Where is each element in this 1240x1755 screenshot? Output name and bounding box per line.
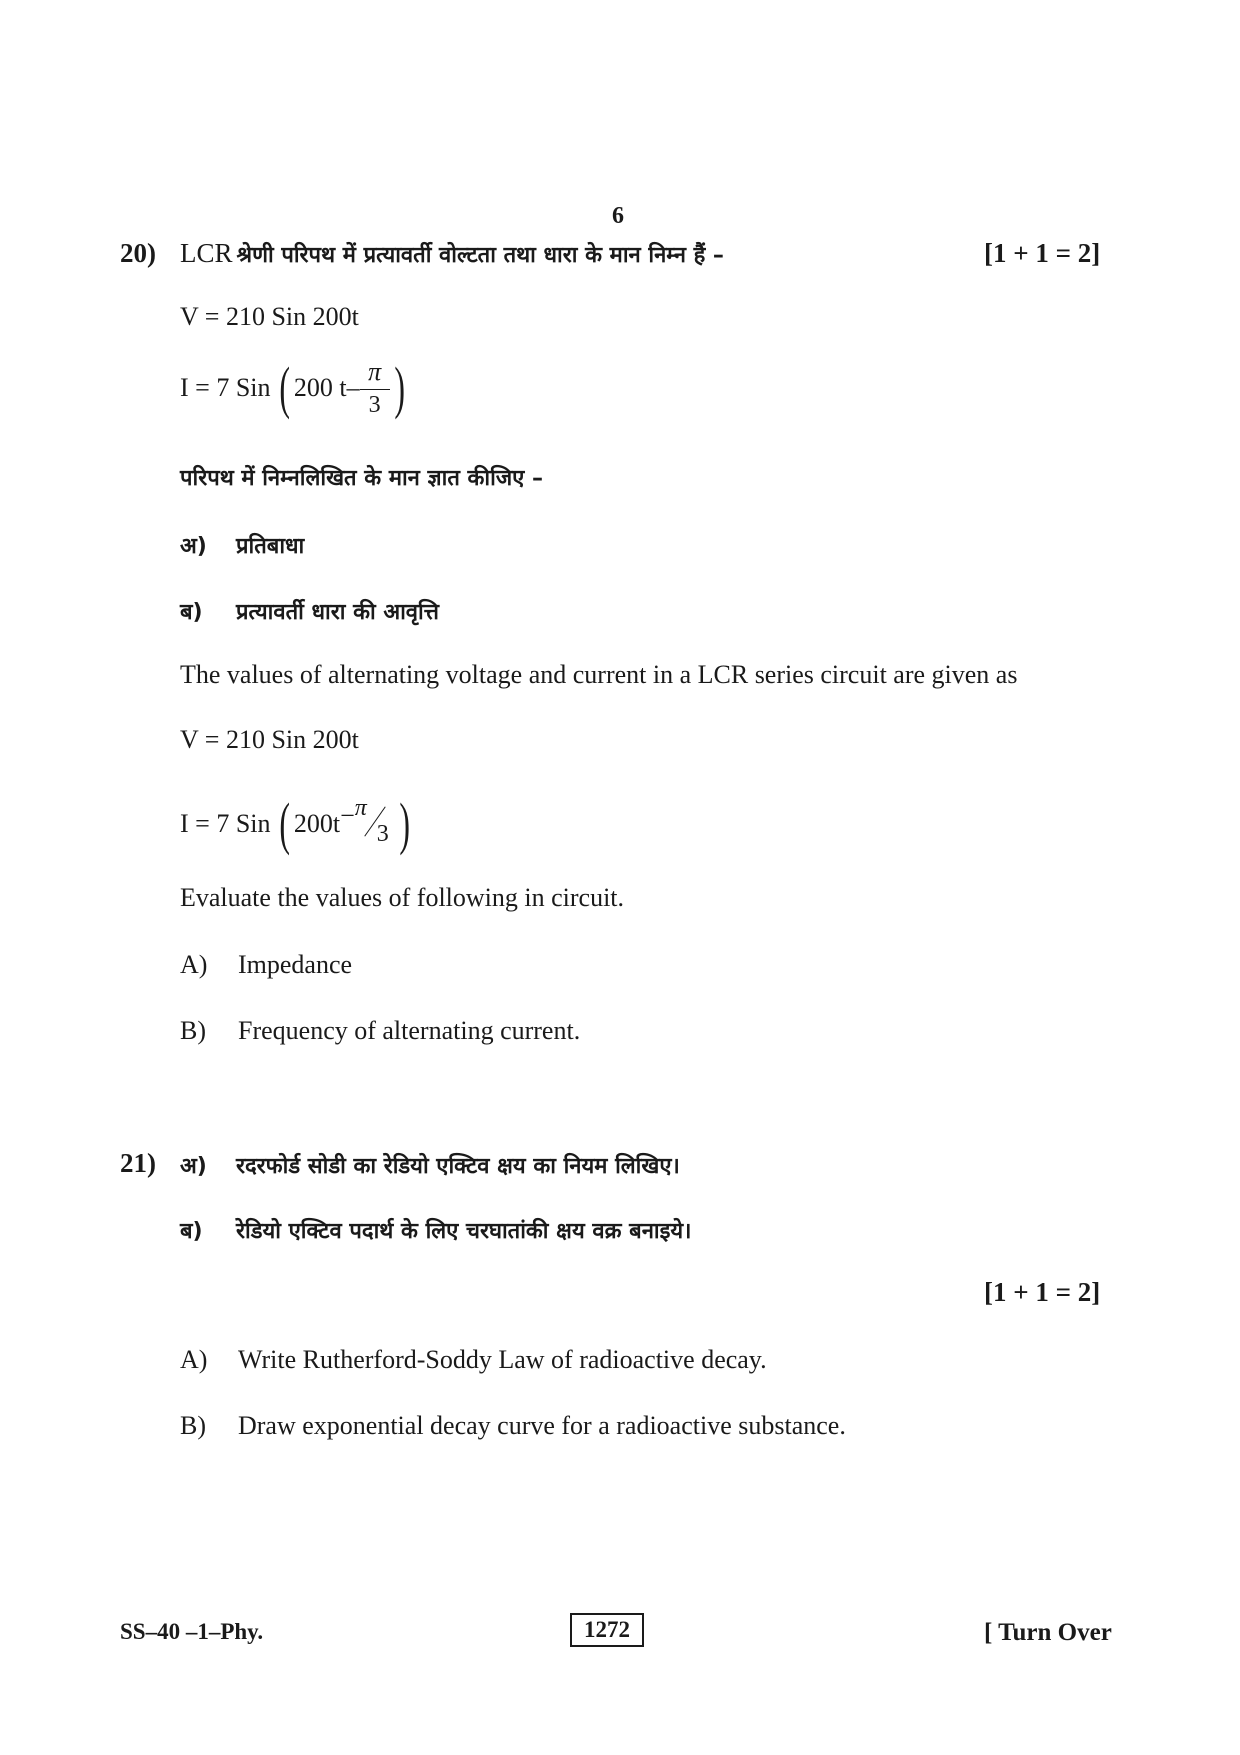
hindi-option-a-label: अ) — [180, 534, 207, 559]
left-paren-en: ( — [278, 791, 290, 856]
question-21-marks: [1 + 1 = 2] — [984, 1277, 1101, 1307]
english-ask: Evaluate the values of following in circuit. — [180, 883, 625, 912]
eq-current-en-prefix: I = 7 Sin — [180, 809, 271, 838]
pi-over-3-fraction — [360, 358, 390, 418]
q21-english-b-label: B) — [180, 1411, 206, 1440]
slash-denominator: 3 — [376, 821, 389, 847]
q21-english-b-text: Draw exponential decay curve for a radioactive substance. — [238, 1411, 846, 1440]
hindi-option-b-text: प्रत्यावर्ती धारा की आवृत्ति — [236, 600, 439, 625]
hindi-option-b-label: ब) — [180, 600, 203, 625]
eq-current-en-inner: 200t — [293, 809, 341, 838]
eq-current-en-minus: − — [340, 801, 355, 830]
q21-hindi-a-label: अ) — [180, 1154, 207, 1179]
turn-over: [ Turn Over — [984, 1619, 1112, 1646]
fraction-numerator: π — [368, 357, 382, 386]
equation-current-en — [180, 791, 414, 856]
fraction-denominator: 3 — [368, 391, 381, 418]
paper-code: SS–40 –1–Phy. — [120, 1619, 264, 1644]
lcr-label: LCR — [180, 238, 233, 268]
question-20-number: 20) — [120, 238, 156, 268]
hindi-intro-text: श्रेणी परिपथ में प्रत्यावर्ती वोल्टता तथा धारा के मान निम्न हैं – — [236, 243, 724, 268]
english-option-b-text: Frequency of alternating current. — [238, 1016, 581, 1045]
hindi-ask: परिपथ में निम्नलिखित के मान ज्ञात कीजिए – — [180, 466, 543, 491]
eq-current-inner: 200 t– — [293, 372, 360, 402]
slash-numerator: π — [354, 795, 367, 821]
slash-fraction — [354, 795, 395, 849]
equation-voltage-en: V = 210 Sin 200t — [180, 725, 359, 754]
q21-hindi-b-text: रेडियो एक्टिव पदार्थ के लिए चरघातांकी क्षय वक्र बनाइये। — [236, 1219, 692, 1244]
right-paren-en: ) — [399, 791, 410, 856]
english-option-a-text: Impedance — [238, 950, 353, 979]
english-intro: The values of alternating voltage and current in a LCR series circuit are given as — [180, 660, 1018, 689]
eq-current-prefix: I = 7 Sin — [180, 372, 271, 402]
question-20-hindi-intro — [180, 238, 724, 269]
equation-current — [180, 354, 409, 420]
english-option-a-label: A) — [180, 950, 208, 979]
q21-english-a-text: Write Rutherford-Soddy Law of radioactive decay. — [238, 1345, 767, 1374]
question-20-marks: [1 + 1 = 2] — [984, 238, 1101, 268]
hindi-option-a-text: प्रतिबाधा — [236, 534, 305, 559]
right-paren: ) — [393, 354, 405, 420]
question-21-number: 21) — [120, 1148, 156, 1178]
page-code: 1272 — [570, 1613, 644, 1647]
left-paren: ( — [278, 354, 290, 420]
q21-english-a-label: A) — [180, 1345, 208, 1374]
english-option-b-label: B) — [180, 1016, 206, 1045]
q21-hindi-a-text: रदरफोर्ड सोडी का रेडियो एक्टिव क्षय का नियम लिखिए। — [236, 1154, 680, 1179]
page-number: 6 — [612, 203, 624, 229]
fraction-bar — [360, 389, 390, 390]
equation-voltage: V = 210 Sin 200t — [180, 302, 359, 331]
q21-hindi-b-label: ब) — [180, 1219, 203, 1244]
